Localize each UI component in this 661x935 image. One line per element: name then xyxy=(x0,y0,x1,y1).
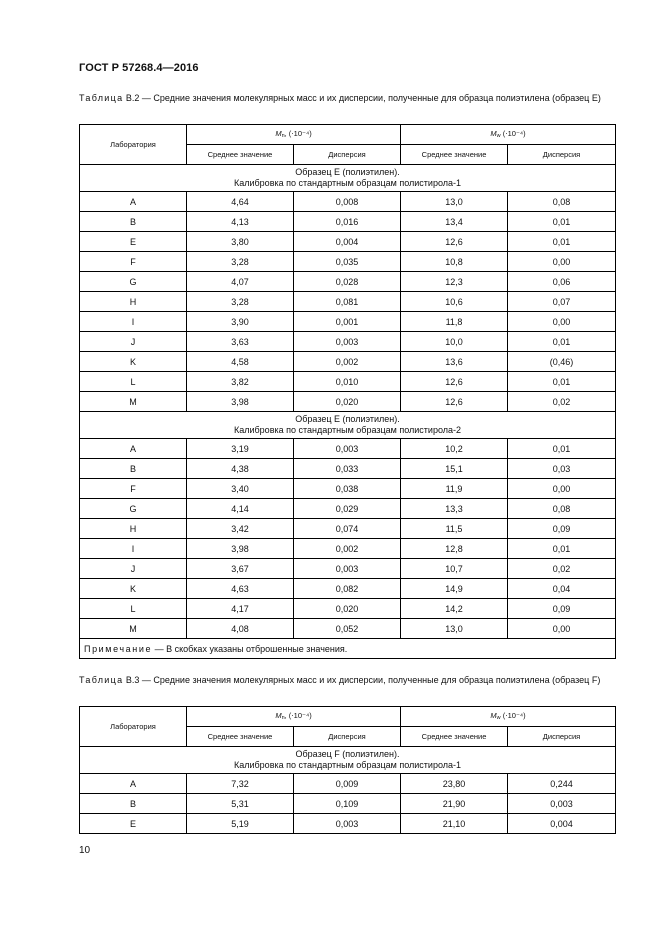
group-calibration: Калибровка по стандартным образцам полистирола-1 xyxy=(234,760,462,770)
cell-mw-disp: 0,09 xyxy=(508,519,616,539)
table-row xyxy=(80,292,616,312)
table-row xyxy=(80,579,616,599)
cell-mw-disp: 0,00 xyxy=(508,312,616,332)
mw-multiplier: (⋅10⁻⁴) xyxy=(500,710,526,720)
mw-multiplier: (⋅10⁻⁴) xyxy=(500,128,526,138)
cell-mw-mean: 11,5 xyxy=(401,519,508,539)
mw-symbol: M xyxy=(490,710,497,720)
cell-lab: J xyxy=(80,559,187,579)
cell-lab: L xyxy=(80,372,187,392)
group-header xyxy=(80,412,616,439)
cell-mw-mean: 10,7 xyxy=(401,559,508,579)
table-row xyxy=(80,392,616,412)
group-title: Образец F (полиэтилен). xyxy=(295,749,400,759)
cell-mn-disp: 0,082 xyxy=(294,579,401,599)
cell-lab: G xyxy=(80,499,187,519)
table-row xyxy=(80,519,616,539)
col-header-lab: Лаборатория xyxy=(80,125,187,165)
cell-lab: F xyxy=(80,252,187,272)
cell-mn-mean: 4,13 xyxy=(187,212,294,232)
table-row xyxy=(80,252,616,272)
cell-mn-disp: 0,008 xyxy=(294,192,401,212)
cell-mn-disp: 0,081 xyxy=(294,292,401,312)
page-number: 10 xyxy=(79,845,91,856)
cell-lab: G xyxy=(80,272,187,292)
cell-mn-mean: 4,63 xyxy=(187,579,294,599)
cell-lab: A xyxy=(80,774,187,794)
cell-lab: K xyxy=(80,352,187,372)
note-word: Примечание xyxy=(84,643,153,654)
cell-mw-disp: 0,01 xyxy=(508,539,616,559)
col-header-mw-disp: Дисперсия xyxy=(508,145,616,165)
cell-mn-disp: 0,003 xyxy=(294,439,401,459)
cell-mn-disp: 0,020 xyxy=(294,392,401,412)
cell-mn-disp: 0,001 xyxy=(294,312,401,332)
cell-mw-disp: 0,01 xyxy=(508,332,616,352)
table-row xyxy=(80,499,616,519)
cell-mw-disp: 0,08 xyxy=(508,499,616,519)
cell-lab: J xyxy=(80,332,187,352)
cell-mn-mean: 4,58 xyxy=(187,352,294,372)
cell-mw-mean: 10,0 xyxy=(401,332,508,352)
table-row xyxy=(80,619,616,639)
table-row xyxy=(80,312,616,332)
mn-multiplier: , (⋅10⁻⁴) xyxy=(284,128,312,138)
col-header-mn-mean: Среднее значение xyxy=(187,727,294,747)
cell-lab: B xyxy=(80,794,187,814)
cell-mw-mean: 21,10 xyxy=(401,814,508,834)
col-header-mw-disp: Дисперсия xyxy=(508,727,616,747)
cell-mn-disp: 0,016 xyxy=(294,212,401,232)
cell-mw-disp: 0,01 xyxy=(508,232,616,252)
cell-mw-disp: 0,01 xyxy=(508,372,616,392)
cell-mn-disp: 0,109 xyxy=(294,794,401,814)
table-row xyxy=(80,559,616,579)
group-title: Образец E (полиэтилен). xyxy=(295,414,400,424)
cell-mw-disp: (0,46) xyxy=(508,352,616,372)
cell-mn-mean: 5,19 xyxy=(187,814,294,834)
cell-mw-mean: 14,2 xyxy=(401,599,508,619)
cell-lab: I xyxy=(80,312,187,332)
col-header-mn xyxy=(187,707,401,727)
table-row xyxy=(80,459,616,479)
cell-lab: M xyxy=(80,619,187,639)
cell-mn-mean: 3,67 xyxy=(187,559,294,579)
col-header-mn-mean: Среднее значение xyxy=(187,145,294,165)
table-row xyxy=(80,479,616,499)
table-b3-caption-word: Таблица xyxy=(79,675,124,685)
cell-mw-disp: 0,08 xyxy=(508,192,616,212)
col-header-lab: Лаборатория xyxy=(80,707,187,747)
table-row xyxy=(80,332,616,352)
cell-mn-mean: 3,42 xyxy=(187,519,294,539)
table-row xyxy=(80,212,616,232)
table-row xyxy=(80,774,616,794)
cell-mw-mean: 13,0 xyxy=(401,192,508,212)
table-row xyxy=(80,794,616,814)
table-b2-caption-text: В.2 — Средние значения молекулярных масс и их дисперсии, полученные для образца полиэтилена (образец E) xyxy=(123,93,601,103)
cell-mn-mean: 3,19 xyxy=(187,439,294,459)
cell-lab: K xyxy=(80,579,187,599)
table-row xyxy=(80,192,616,212)
cell-mw-mean: 10,6 xyxy=(401,292,508,312)
cell-mn-mean: 4,17 xyxy=(187,599,294,619)
cell-mw-disp: 0,003 xyxy=(508,794,616,814)
cell-mn-mean: 4,38 xyxy=(187,459,294,479)
cell-mn-mean: 4,08 xyxy=(187,619,294,639)
cell-mn-mean: 3,28 xyxy=(187,252,294,272)
mw-subscript: w xyxy=(496,714,501,721)
cell-mn-disp: 0,003 xyxy=(294,559,401,579)
cell-mn-mean: 5,31 xyxy=(187,794,294,814)
cell-mn-mean: 3,90 xyxy=(187,312,294,332)
cell-mw-disp: 0,00 xyxy=(508,252,616,272)
cell-mn-mean: 3,28 xyxy=(187,292,294,312)
cell-mw-mean: 12,8 xyxy=(401,539,508,559)
cell-mw-disp: 0,09 xyxy=(508,599,616,619)
cell-mw-mean: 21,90 xyxy=(401,794,508,814)
cell-mn-mean: 4,64 xyxy=(187,192,294,212)
cell-mn-disp: 0,038 xyxy=(294,479,401,499)
mn-subscript: n xyxy=(281,132,285,139)
table-b3-caption-text: В.3 — Средние значения молекулярных масс и их дисперсии, полученные для образца полиэтилена (образец F) xyxy=(123,675,601,685)
mn-symbol: M xyxy=(275,710,282,720)
cell-mn-disp: 0,003 xyxy=(294,332,401,352)
group-header xyxy=(80,747,616,774)
cell-lab: B xyxy=(80,459,187,479)
cell-mn-mean: 3,80 xyxy=(187,232,294,252)
table-row xyxy=(80,814,616,834)
cell-mw-mean: 10,2 xyxy=(401,439,508,459)
cell-mn-disp: 0,009 xyxy=(294,774,401,794)
mw-subscript: w xyxy=(496,132,501,139)
standard-id: ГОСТ Р 57268.4—2016 xyxy=(79,62,199,74)
cell-lab: A xyxy=(80,192,187,212)
cell-lab: H xyxy=(80,292,187,312)
table-b2-caption-word: Таблица xyxy=(79,93,124,103)
cell-mw-mean: 15,1 xyxy=(401,459,508,479)
mn-symbol: M xyxy=(275,128,282,138)
cell-lab: I xyxy=(80,539,187,559)
cell-lab: H xyxy=(80,519,187,539)
table-row xyxy=(80,539,616,559)
group-header xyxy=(80,165,616,192)
col-header-mw xyxy=(401,125,616,145)
cell-lab: F xyxy=(80,479,187,499)
cell-mn-mean: 3,63 xyxy=(187,332,294,352)
cell-mn-disp: 0,074 xyxy=(294,519,401,539)
cell-mw-mean: 10,8 xyxy=(401,252,508,272)
table-row xyxy=(80,599,616,619)
cell-mn-mean: 3,98 xyxy=(187,539,294,559)
cell-mw-mean: 13,3 xyxy=(401,499,508,519)
cell-mn-disp: 0,052 xyxy=(294,619,401,639)
cell-mw-disp: 0,244 xyxy=(508,774,616,794)
group-calibration: Калибровка по стандартным образцам полистирола-2 xyxy=(234,425,462,435)
cell-mw-disp: 0,00 xyxy=(508,479,616,499)
cell-mn-disp: 0,004 xyxy=(294,232,401,252)
col-header-mw-mean: Среднее значение xyxy=(401,727,508,747)
table-b2-caption xyxy=(79,92,615,104)
cell-mw-disp: 0,06 xyxy=(508,272,616,292)
table-b2 xyxy=(79,124,616,659)
col-header-mw-mean: Среднее значение xyxy=(401,145,508,165)
cell-lab: L xyxy=(80,599,187,619)
note-text: — В скобках указаны отброшенные значения. xyxy=(152,643,348,654)
col-header-mn-disp: Дисперсия xyxy=(294,145,401,165)
cell-mw-mean: 13,4 xyxy=(401,212,508,232)
table-row xyxy=(80,272,616,292)
cell-mw-disp: 0,01 xyxy=(508,212,616,232)
cell-mw-mean: 23,80 xyxy=(401,774,508,794)
cell-mn-disp: 0,029 xyxy=(294,499,401,519)
cell-mn-disp: 0,033 xyxy=(294,459,401,479)
cell-mn-mean: 3,82 xyxy=(187,372,294,392)
table-b3 xyxy=(79,706,616,834)
cell-mn-disp: 0,020 xyxy=(294,599,401,619)
mn-subscript: n xyxy=(281,714,285,721)
cell-mn-mean: 3,98 xyxy=(187,392,294,412)
table-row xyxy=(80,372,616,392)
cell-mw-mean: 12,3 xyxy=(401,272,508,292)
col-header-mn-disp: Дисперсия xyxy=(294,727,401,747)
col-header-mw xyxy=(401,707,616,727)
table-row xyxy=(80,232,616,252)
table-note xyxy=(80,639,616,659)
cell-mw-mean: 12,6 xyxy=(401,232,508,252)
col-header-mn xyxy=(187,125,401,145)
cell-mw-mean: 11,8 xyxy=(401,312,508,332)
cell-mn-mean: 7,32 xyxy=(187,774,294,794)
cell-lab: E xyxy=(80,232,187,252)
cell-mn-mean: 3,40 xyxy=(187,479,294,499)
mn-multiplier: , (⋅10⁻⁴) xyxy=(284,710,312,720)
cell-mn-disp: 0,002 xyxy=(294,539,401,559)
cell-mn-disp: 0,002 xyxy=(294,352,401,372)
cell-mw-disp: 0,02 xyxy=(508,392,616,412)
cell-mw-mean: 13,0 xyxy=(401,619,508,639)
cell-mn-disp: 0,010 xyxy=(294,372,401,392)
cell-mw-disp: 0,04 xyxy=(508,579,616,599)
cell-mw-disp: 0,02 xyxy=(508,559,616,579)
mw-symbol: M xyxy=(490,128,497,138)
cell-mw-disp: 0,00 xyxy=(508,619,616,639)
cell-mn-disp: 0,035 xyxy=(294,252,401,272)
cell-lab: A xyxy=(80,439,187,459)
cell-mn-mean: 4,14 xyxy=(187,499,294,519)
table-row xyxy=(80,352,616,372)
cell-mw-disp: 0,07 xyxy=(508,292,616,312)
cell-mw-mean: 13,6 xyxy=(401,352,508,372)
table-row xyxy=(80,439,616,459)
cell-mw-mean: 12,6 xyxy=(401,372,508,392)
group-title: Образец E (полиэтилен). xyxy=(295,167,400,177)
group-calibration: Калибровка по стандартным образцам полистирола-1 xyxy=(234,178,462,188)
cell-mw-mean: 12,6 xyxy=(401,392,508,412)
cell-lab: E xyxy=(80,814,187,834)
cell-mw-mean: 14,9 xyxy=(401,579,508,599)
cell-lab: B xyxy=(80,212,187,232)
cell-mn-disp: 0,028 xyxy=(294,272,401,292)
table-b3-caption xyxy=(79,674,615,686)
cell-lab: M xyxy=(80,392,187,412)
cell-mw-disp: 0,004 xyxy=(508,814,616,834)
cell-mw-disp: 0,03 xyxy=(508,459,616,479)
cell-mn-disp: 0,003 xyxy=(294,814,401,834)
cell-mw-disp: 0,01 xyxy=(508,439,616,459)
cell-mw-mean: 11,9 xyxy=(401,479,508,499)
cell-mn-mean: 4,07 xyxy=(187,272,294,292)
